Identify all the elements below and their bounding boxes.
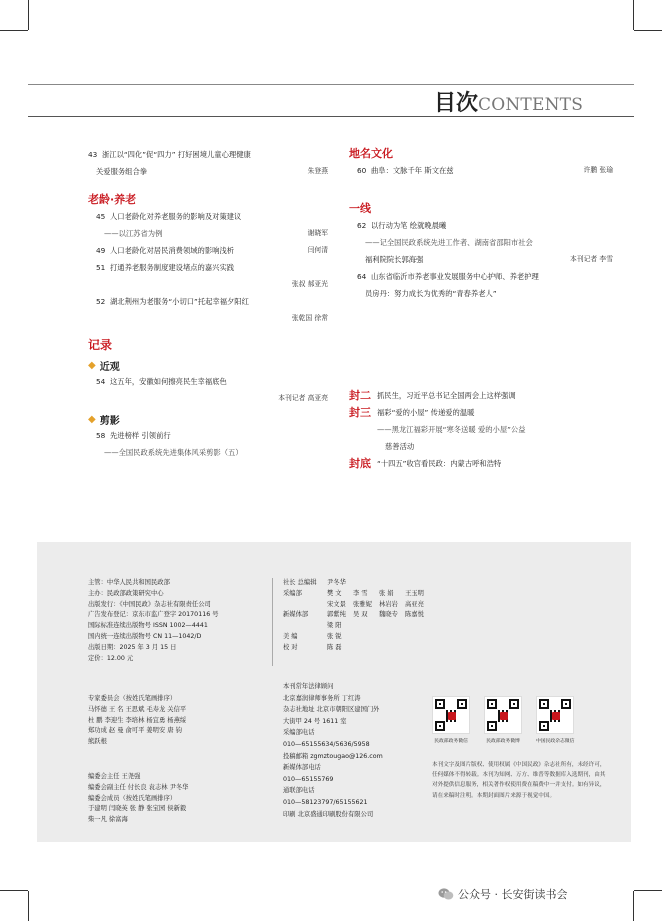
crop-mark (633, 891, 634, 921)
imprint-divider (272, 578, 273, 666)
watermark: 公众号 · 长安街读书会 (438, 886, 568, 902)
diamond-icon: ◆ (88, 414, 96, 425)
toc-entry[interactable]: 52 湖北荆州为老服务“小切口”托起幸福夕阳红 (96, 297, 249, 306)
cover-entry-feng-di[interactable]: 封底 “十四五”收官看民政：内蒙古呼和浩特 (349, 457, 502, 470)
crop-mark (634, 890, 662, 891)
wechat-icon (438, 887, 454, 901)
toc-entry[interactable]: 58 先进榜样 引领前行 (96, 431, 171, 440)
toc-entry[interactable]: 49 人口老龄化对居民消费领域的影响浅析 闫何清 (96, 242, 328, 259)
qr-wechat-magazine[interactable]: 中国民政杂志微信 (536, 696, 574, 744)
toc-entry[interactable]: 51 打通养老服务制度建设堵点的嘉兴实践 (96, 263, 235, 272)
toc-entry-author-line (96, 390, 328, 407)
section-heading-placename: 地名文化 (349, 147, 393, 160)
crop-mark (633, 0, 634, 30)
toc-entry-subtitle: 福利院院长郭海强 本刊记者 李雪 (357, 251, 613, 268)
subsection-jianying: ◆ 剪影 (88, 414, 120, 427)
qr-code-icon (432, 696, 470, 734)
author: 张乾国 徐常 (291, 314, 328, 322)
toc-entry-subtitle: ——以江苏省为例 谢晓军 (96, 225, 328, 242)
author: 朱登燕 (307, 167, 328, 175)
author: 本刊记者 李雪 (570, 255, 613, 263)
title-cn: 目次 (434, 90, 479, 116)
cover-entry-feng-er[interactable]: 封二 抓民生，习近平总书记全国两会上这样强调 (349, 389, 516, 402)
author: 本刊记者 高亚亮 (278, 394, 328, 402)
qr-weibo-ministry[interactable]: 民政部政务微博 (484, 696, 522, 744)
toc-entry[interactable]: 45 人口老龄化对养老服务的影响及对策建议 (96, 212, 242, 221)
author: 闫何清 (307, 246, 328, 254)
header-rule-top (28, 84, 634, 85)
crop-mark (28, 891, 29, 921)
section-heading-record: 记录 (88, 338, 113, 352)
crop-mark (28, 0, 29, 30)
subsection-jinguan: ◆ 近观 (88, 360, 120, 373)
cover-entry-feng-san[interactable]: 封三 福彩“爱的小屋” 传递爱的温暖 (349, 406, 475, 419)
qr-code-icon (484, 696, 522, 734)
page-title (434, 86, 583, 116)
toc-entry[interactable]: 43 浙江以“四化”促“四力” 打好困境儿童心理健康 (88, 150, 251, 159)
section-heading-ageing: 老龄·养老 (88, 193, 137, 206)
toc-right-column (349, 146, 613, 472)
imprint-staff: 社长 总编辑 尹冬华 采编部 樊 文 李 雪 张 娟 王玉明 宋文景 张雅妮 林岩岩 高亚亮 新媒体部 郭紫纯 吴 双 魏晓专 陈嘉悦 梁 阳 美 编 张 锐 校 对 陈 磊 (283, 579, 424, 651)
toc-entry-subtitle: ——全国民政系统先进集体风采剪影（五） (104, 448, 243, 457)
toc-entry[interactable]: 60 曲阜：文脉千年 斯文在兹 许鹏 张瑜 (357, 162, 613, 179)
imprint-contact: 本刊常年法律顾问 北京嘉润律师事务所 丁红涛 杂志社地址 北京市朝阳区建国门外 大街甲 24 号 1611 室 采编部电话 010—65155634/5636/5958 投稿邮箱 zgmztougao@126.com 新媒体部电话 010—65155769 通联部电话 010—58123797/65155621 印刷 北京盛通印刷股份有限公司 (283, 683, 383, 818)
author: 张叔 郝亚光 (291, 280, 328, 288)
author: 许鹏 张瑜 (583, 166, 613, 174)
cover-entry-subtitle: 慈善活动 (385, 442, 415, 451)
author: 谢晓军 (307, 229, 328, 237)
imprint-publication-info: 主管：中华人民共和国民政部 主办：民政部政策研究中心 出版发行：《中国民政》杂志社有限责任公司 广告发布登记：京东市监广登字 20170116 号 国际标准连续出版物号 ISSN 1002—4441 国内统一连续出版物号 CN 11—1042/D 出版日期：2025 年 3 月 15 日 定价：12.00 元 (88, 579, 219, 662)
toc-entry-continuation: 关爱服务组合拳 朱登燕 (88, 163, 328, 180)
cover-entry-subtitle: ——黑龙江福彩开展“寒冬送暖 爱的小屋”公益 (377, 425, 526, 434)
diamond-icon: ◆ (88, 360, 96, 371)
crop-mark (0, 30, 28, 31)
toc-left-column (88, 146, 328, 461)
section-heading-frontline: 一线 (349, 202, 371, 215)
title-en: CONTENTS (478, 95, 584, 115)
imprint-expert-committee: 专家委员会（按姓氏笔画排序） 马怀德 王 名 王思斌 毛寿龙 关信平 杜 鹏 李迎生 李培林 杨宜勇 杨燕绥 郑功成 赵 曼 俞可平 姜明安 唐 钧 熊跃根 (88, 695, 187, 746)
crop-mark (634, 30, 662, 31)
toc-entry-author-line (96, 310, 328, 327)
toc-entry[interactable]: 62 以行动为笔 绘就晚晨曦 (357, 221, 447, 230)
toc-entry[interactable]: 64 山东省临沂市养老事业发展服务中心护师、养老护理 (357, 272, 539, 281)
toc-entry-author-line (96, 276, 328, 293)
toc-entry[interactable]: 54 这五年，安徽如何擦亮民生幸福底色 (96, 377, 227, 386)
qr-wechat-ministry[interactable]: 民政部政务微信 (432, 696, 470, 744)
imprint-editorial-board: 编委会主任 王尧强 编委会副主任 付长良 袁志林 尹冬华 编委会成员（按姓氏笔画排序） 于建明 闫晓英 张 静 张宝园 侯新毅 柴一凡 徐富海 (88, 773, 189, 824)
copyright-note: 本刊文字及图片版权、使用权属《中国民政》杂志社所有，未经许可，任何媒体不得转载。本刊为知网、万方、维普等数据库入选期刊，由其对外提供信息服务，相关著作权使用费在稿费中一并支付。如有异议，请在来稿时注明。本期封面图片来源于视觉中国。 (432, 762, 606, 799)
header-rule-bottom (28, 116, 634, 117)
qr-code-icon (536, 696, 574, 734)
crop-mark (0, 890, 28, 891)
toc-entry-subtitle: ——记全国民政系统先进工作者、湖南省邵阳市社会 (365, 238, 533, 247)
toc-entry-continuation: 员房丹：努力成长为优秀的“青春养老人” (365, 289, 497, 298)
